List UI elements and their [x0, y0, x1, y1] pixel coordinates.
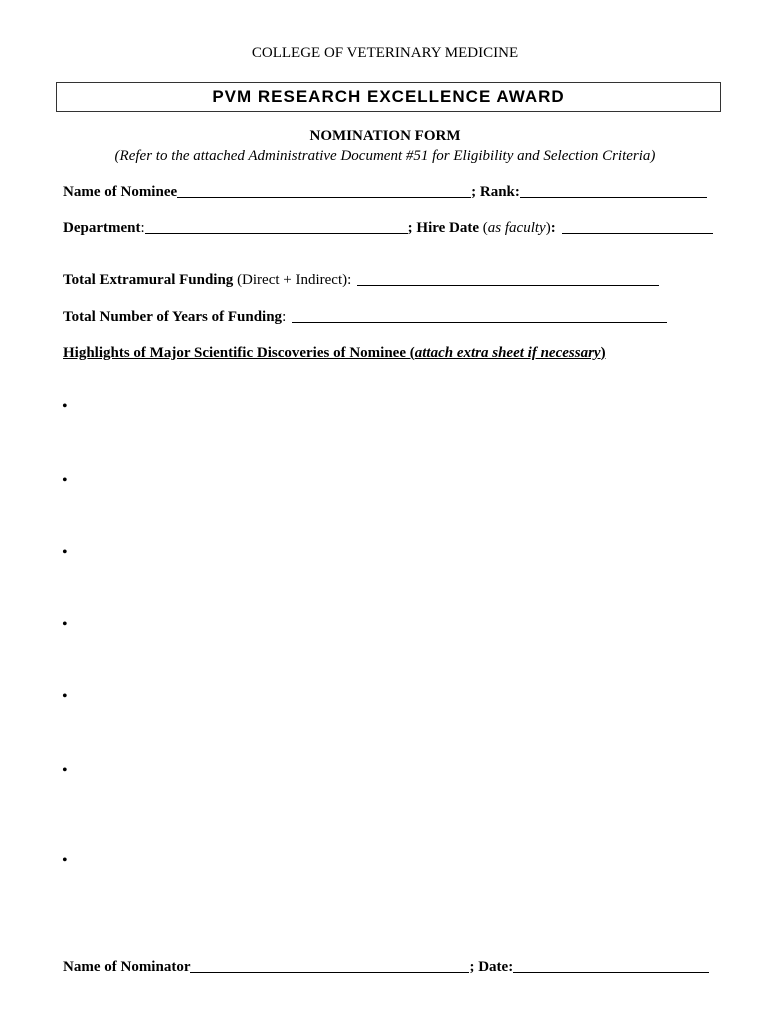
hire-date-paren-close: )	[545, 220, 551, 236]
department-row	[63, 220, 713, 237]
highlight-bullet-1: •	[62, 398, 68, 415]
highlight-bullet-4: •	[62, 616, 68, 633]
award-title: PVM RESEARCH EXCELLENCE AWARD	[212, 87, 565, 106]
highlight-bullet-2: •	[62, 472, 68, 489]
highlights-paren-open: (	[406, 345, 415, 361]
funding-label: Total Extramural Funding	[63, 272, 234, 288]
highlights-heading	[63, 345, 606, 362]
nominee-field[interactable]	[177, 184, 471, 198]
nominator-label: Name of Nominator	[63, 959, 191, 975]
highlight-bullet-6: •	[62, 762, 68, 779]
nominator-field[interactable]	[190, 959, 469, 973]
date-field[interactable]	[513, 959, 709, 973]
form-title: NOMINATION FORM	[309, 128, 461, 144]
department-field[interactable]	[145, 220, 408, 234]
college-name: COLLEGE OF VETERINARY MEDICINE	[251, 45, 519, 61]
years-label: Total Number of Years of Funding	[63, 309, 283, 325]
funding-note: (Direct + Indirect):	[233, 272, 352, 288]
highlight-bullet-3: •	[62, 544, 68, 561]
hire-date-note: as faculty	[487, 220, 546, 236]
years-colon: :	[282, 309, 287, 325]
highlight-bullet-7: •	[62, 852, 68, 869]
funding-row	[63, 272, 659, 289]
highlights-heading-text: Highlights of Major Scientific Discoveries of Nominee	[63, 345, 406, 361]
department-colon: :	[140, 220, 145, 236]
highlights-paren-close: )	[600, 345, 606, 361]
years-field[interactable]	[292, 309, 667, 323]
nominee-label: Name of Nominee	[63, 184, 178, 200]
highlight-bullet-5: •	[62, 688, 68, 705]
hire-date-label: ; Hire Date	[407, 220, 480, 236]
highlights-note: attach extra sheet if necessary	[414, 345, 601, 361]
nominee-row	[63, 184, 707, 201]
hire-date-colon: :	[550, 220, 556, 236]
date-label: ; Date:	[469, 959, 514, 975]
funding-field[interactable]	[357, 272, 659, 286]
rank-field[interactable]	[520, 184, 707, 198]
years-row	[63, 309, 667, 326]
department-label: Department	[63, 220, 141, 236]
rank-label: ; Rank:	[471, 184, 520, 200]
award-title-box	[56, 82, 721, 112]
form-subtitle: (Refer to the attached Administrative Document #51 for Eligibility and Selection Criteria)	[114, 148, 656, 164]
hire-date-paren-open: (	[479, 220, 488, 236]
hire-date-field[interactable]	[562, 220, 713, 234]
nominator-row	[63, 959, 709, 976]
